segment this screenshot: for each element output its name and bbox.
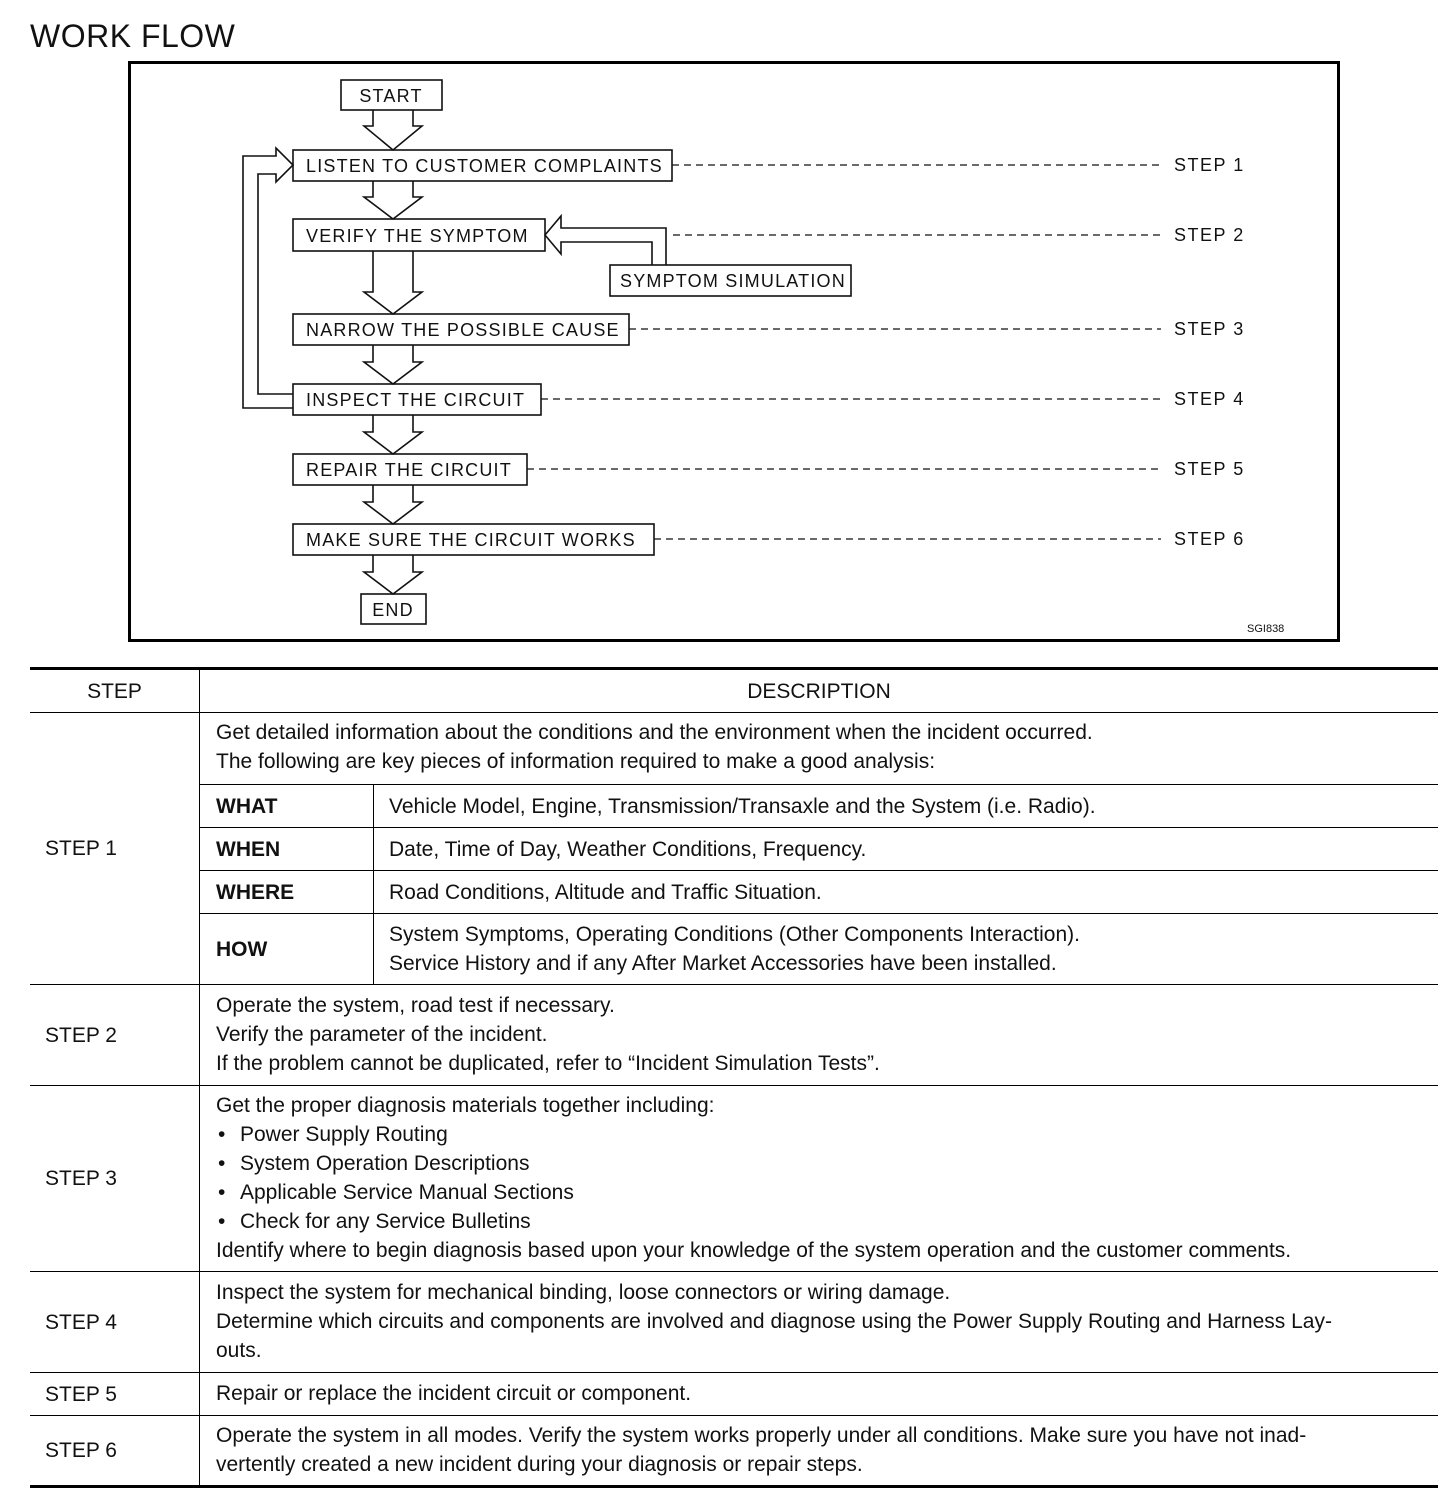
- step6-node-label: MAKE SURE THE CIRCUIT WORKS: [306, 530, 636, 550]
- table-row-step2: [30, 985, 1438, 1086]
- table-row-step4: [30, 1272, 1438, 1373]
- table-row-step6: [30, 1416, 1438, 1487]
- left-arrow-icon: [545, 216, 666, 265]
- table-row-step1: [30, 713, 1438, 985]
- info-key: WHAT: [200, 785, 374, 828]
- step3-description: Get the proper diagnosis materials together including: • Power Supply Routing • System Operation Descriptions • Applicable Service Manual Sections • Check for any Service Bulletins Identify where to begin diagnosis based upon your knowledge of the system operation and the customer comments.: [200, 1086, 1439, 1272]
- step5-description: Repair or replace the incident circuit or component.: [200, 1373, 1439, 1416]
- symptom-simulation-label: SYMPTOM SIMULATION: [620, 271, 846, 291]
- step5-node-label: REPAIR THE CIRCUIT: [306, 460, 512, 480]
- materials-list: [216, 1120, 1424, 1236]
- list-item: • Power Supply Routing: [218, 1123, 448, 1146]
- step1-intro: Get detailed information about the conditions and the environment when the incident occurred. The following are key pieces of information required to make a good analysis:: [200, 713, 1438, 785]
- step2-tag: STEP 2: [1174, 225, 1245, 245]
- feedback-loop-arrow-icon: [243, 148, 293, 408]
- down-arrow-icon: [364, 110, 422, 594]
- end-label: END: [372, 600, 414, 620]
- step5-tag: STEP 5: [1174, 459, 1245, 479]
- step1-node-label: LISTEN TO CUSTOMER COMPLAINTS: [306, 156, 663, 176]
- info-value: Road Conditions, Altitude and Traffic Situation.: [374, 871, 1439, 914]
- table-row-step3: [30, 1086, 1438, 1272]
- table-row-step5: [30, 1373, 1438, 1416]
- step4-description: Inspect the system for mechanical binding, loose connectors or wiring damage. Determine which circuits and components are involved and diagnose using the Power Supply Routing and Harness Lay- outs.: [200, 1272, 1439, 1373]
- step2-node-label: VERIFY THE SYMPTOM: [306, 226, 529, 246]
- step2-description: Operate the system, road test if necessary. Verify the parameter of the incident. If the problem cannot be duplicated, refer to “Incident Simulation Tests”.: [200, 985, 1439, 1086]
- page-title: WORK FLOW: [30, 18, 236, 54]
- step-label: STEP 2: [30, 985, 200, 1086]
- list-item: • Applicable Service Manual Sections: [218, 1181, 574, 1204]
- list-item: • Check for any Service Bulletins: [218, 1210, 531, 1233]
- info-row-what: [200, 785, 1438, 828]
- table-header-row: [30, 669, 1438, 713]
- info-key: WHEN: [200, 828, 374, 871]
- step-leader-lines: [527, 165, 1161, 539]
- info-key: WHERE: [200, 871, 374, 914]
- step-label: STEP 4: [30, 1272, 200, 1373]
- workflow-flowchart: [131, 64, 1337, 639]
- info-value: System Symptoms, Operating Conditions (Other Components Interaction). Service History and if any After Market Accessories have been installed.: [389, 923, 1080, 975]
- step1-detail-table: [200, 713, 1438, 984]
- step4-tag: STEP 4: [1174, 389, 1245, 409]
- step-label: STEP 5: [30, 1373, 200, 1416]
- step-description-table: [30, 667, 1438, 1488]
- step6-description: Operate the system in all modes. Verify the system works properly under all conditions. Make sure you have not inad- vertently created a new incident during your diagnosis or repair steps.: [200, 1416, 1439, 1487]
- workflow-diagram: [128, 61, 1340, 642]
- step-label: STEP 1: [30, 713, 200, 985]
- info-value: Date, Time of Day, Weather Conditions, Frequency.: [374, 828, 1439, 871]
- info-row-where: [200, 871, 1438, 914]
- info-key: HOW: [200, 914, 374, 985]
- step3-node-label: NARROW THE POSSIBLE CAUSE: [306, 320, 620, 340]
- step3-tag: STEP 3: [1174, 319, 1245, 339]
- figure-id: SGI838: [1247, 623, 1285, 635]
- step-label: STEP 6: [30, 1416, 200, 1487]
- header-step: STEP: [30, 669, 200, 713]
- step6-tag: STEP 6: [1174, 529, 1245, 549]
- list-item: • System Operation Descriptions: [218, 1152, 530, 1175]
- header-description: DESCRIPTION: [200, 669, 1439, 713]
- start-label: START: [359, 86, 423, 106]
- info-row-when: [200, 828, 1438, 871]
- step-label: STEP 3: [30, 1086, 200, 1272]
- step1-tag: STEP 1: [1174, 155, 1245, 175]
- step4-node-label: INSPECT THE CIRCUIT: [306, 390, 526, 410]
- info-value: Vehicle Model, Engine, Transmission/Transaxle and the System (i.e. Radio).: [374, 785, 1439, 828]
- info-row-how: [200, 914, 1438, 985]
